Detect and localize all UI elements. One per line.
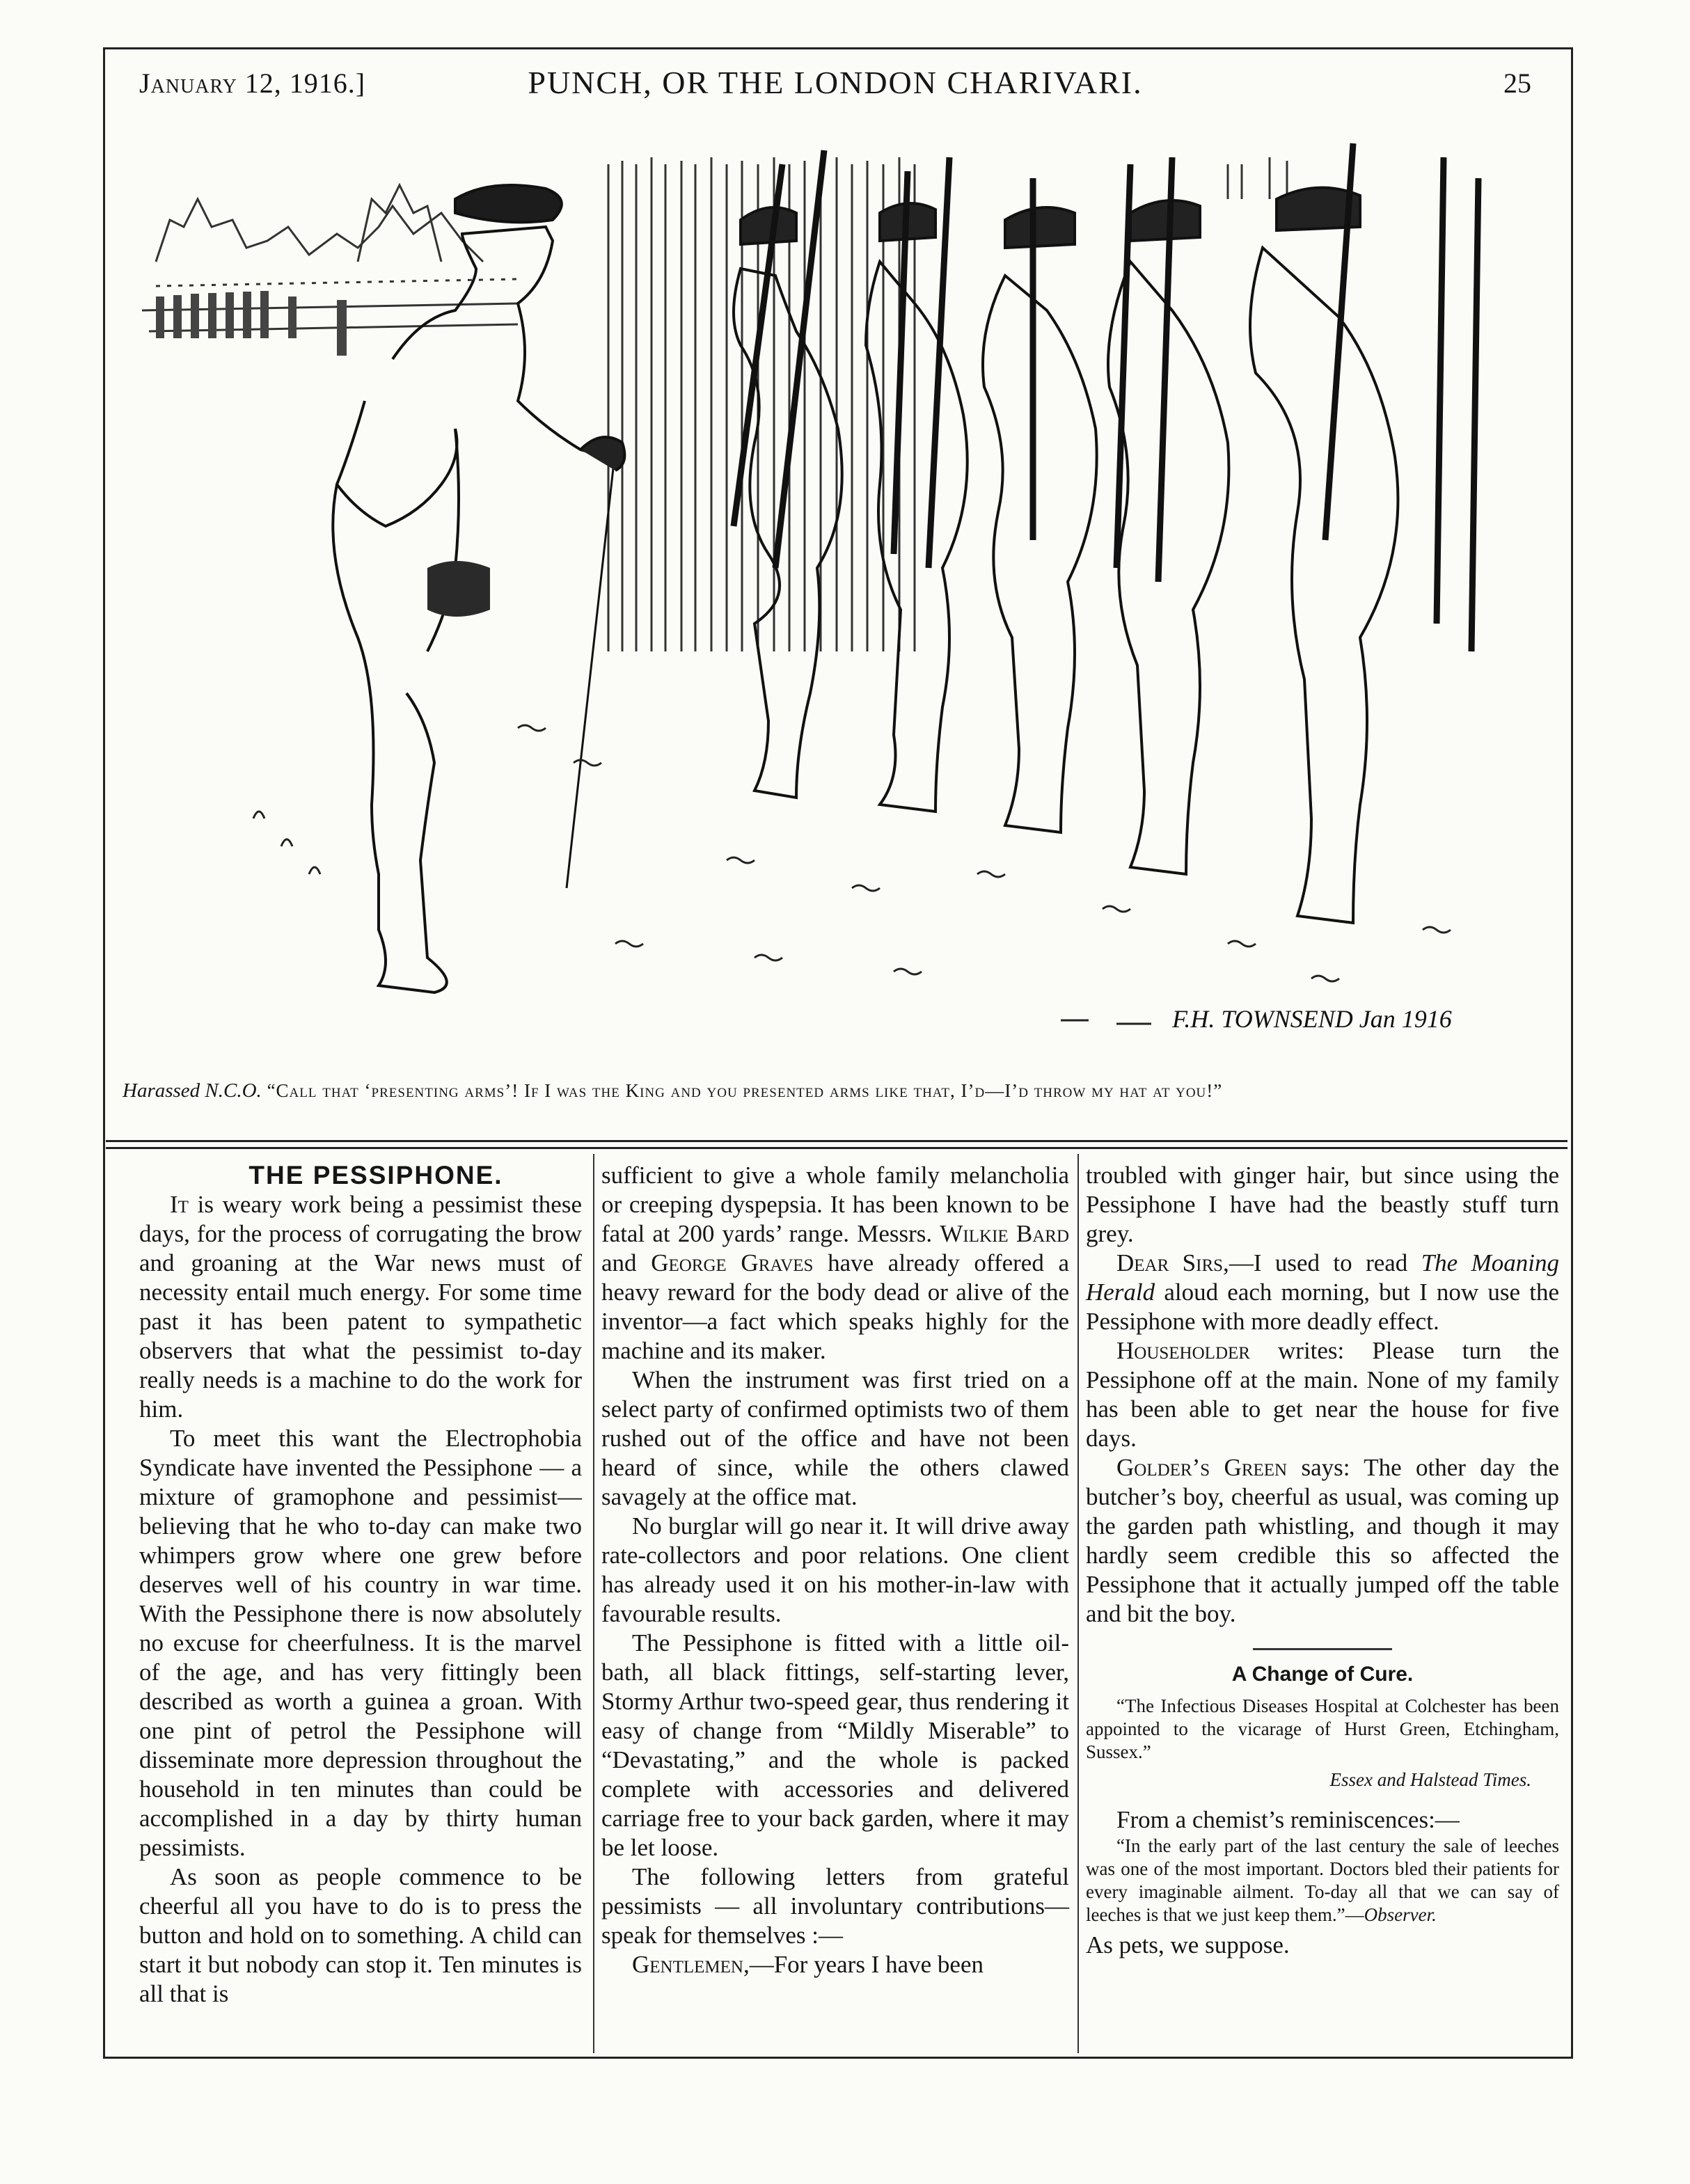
article-title: THE PESSIPHONE. — [248, 1161, 503, 1189]
letter-paragraph: troubled with ginger hair, but since using the Pessiphone I have had the beastly stuff turn grey. — [1086, 1162, 1559, 1247]
paragraph-text: —I used to read — [1229, 1249, 1421, 1276]
letter-author: Householder — [1116, 1337, 1250, 1364]
drop-word: It — [170, 1191, 189, 1218]
letter-paragraph — [1086, 1249, 1559, 1336]
caption-quote: “Call that ‘presenting arms’! If I was the King and you presented arms like that, I’d—I’d throw my hat at you!” — [267, 1080, 1223, 1101]
paragraph-text: aloud each morning, but I now use the Pessiphone with more deadly effect. — [1086, 1279, 1559, 1335]
column-separator-1 — [593, 1154, 594, 2053]
item-quote — [1086, 1835, 1559, 1926]
masthead-title: PUNCH, OR THE LONDON CHARIVARI. — [528, 65, 1143, 100]
quote-source: Observer. — [1364, 1904, 1437, 1925]
artist-signature: F.H. TOWNSEND Jan 1916 — [1172, 1005, 1452, 1033]
issue-date: January 12, 1916.] — [139, 68, 366, 99]
quote-text: “In the early part of the last century the sale of leeches was one of the most important. Doctors bled their patients for every imaginable ailment. To-day all that we can say of leeches is that we just keep them.”— — [1086, 1835, 1559, 1925]
cartoon-caption — [123, 1077, 1551, 1104]
article-paragraph: The following letters from grateful pessimists — all involuntary contributions—speak for themselves :— — [601, 1863, 1069, 1949]
item-source: Essex and Halstead Times. — [1329, 1769, 1531, 1790]
page-header — [104, 61, 1566, 103]
column-separator-2 — [1077, 1154, 1079, 2053]
section-divider-secondary — [106, 1147, 1567, 1149]
conjunction: and — [601, 1249, 651, 1276]
article-paragraph — [601, 1161, 1069, 1366]
item-title: A Change of Cure. — [1231, 1663, 1414, 1686]
section-divider — [106, 1140, 1567, 1142]
article-paragraph: As soon as people commence to be cheerful all you have to do is to press the button and hold on to something. A child can start it but nobody can stop it. Ten minutes is all that is — [139, 1863, 582, 2007]
paragraph-text: have already offered a heavy reward for the body dead or alive of the inventor—a fact which speaks highly for the machine and its maker. — [601, 1249, 1069, 1364]
letter-salutation: Gentlemen, — [632, 1951, 750, 1978]
person-name: George Graves — [651, 1249, 814, 1276]
letter-paragraph — [1086, 1336, 1559, 1453]
article-paragraph: No burglar will go near it. It will drive away rate-collectors and poor relations. One client has already used it on his mother-in-law with favourable results. — [601, 1512, 1069, 1627]
paragraph-text: writes: Please turn the Pessiphone off at the main. None of my family has been able to get near the house for five days. — [1086, 1337, 1559, 1452]
paragraph-text: —For years I have been — [749, 1951, 984, 1978]
cartoon-illustration — [128, 122, 1555, 1069]
article-column-1 — [139, 1161, 582, 2009]
caption-speaker: Harassed N.C.O. — [123, 1079, 262, 1102]
article-paragraph — [139, 1190, 582, 1424]
letter-paragraph — [1086, 1453, 1559, 1629]
page-number: 25 — [1503, 68, 1531, 99]
article-paragraph: The Pessiphone is fitted with a little oil-bath, all black fittings, self-starting lever, Stormy Arthur two-speed gear, thus rendering it easy of change from “Mildly Miserable” to “Devastating,” and the whole is packed complete with accessories and delivered carriage free to your back garden, where it may be let loose. — [601, 1629, 1069, 1861]
article-column-3 — [1086, 1161, 1559, 1960]
paragraph-text: says: The other day the butcher’s boy, cheerful as usual, was coming up the garden path whistling, and though it may hardly seem credible this so affected the Pessiphone that it actually jumped off the table and bit the boy. — [1086, 1454, 1559, 1627]
item-quote: “The Infectious Diseases Hospital at Colchester has been appointed to the vicarage of Hurst Green, Etchingham, Sussex.” — [1086, 1695, 1559, 1762]
letter-paragraph — [601, 1950, 1069, 1979]
article-column-2 — [601, 1161, 1069, 1979]
article-paragraph: To meet this want the Electrophobia Syndicate have invented the Pessiphone — a mixture of gramophone and pessimist—believing that he who to-day can make two whimpers grow where one grew before deserves well of his country in war time. With the Pessiphone there is now absolutely no excuse for cheerfulness. It is the marvel of the age, and has very fittingly been described as worth a guinea a groan. With one pint of petrol the Pessiphone will disseminate more depression throughout the household in ten minutes than could be accomplished in a day by thirty human pessimists. — [139, 1425, 582, 1861]
item-intro: From a chemist’s reminiscences:— — [1116, 1806, 1460, 1833]
item-divider — [1253, 1648, 1392, 1650]
item-comment: As pets, we suppose. — [1086, 1931, 1290, 1959]
person-name: Wilkie Bard — [940, 1220, 1069, 1247]
letter-author: Golder’s Green — [1116, 1454, 1288, 1481]
article-paragraph: When the instrument was first tried on a select party of confirmed optimists two of them rushed out of the office and have not been heard of since, while the others clawed savagely at the office mat. — [601, 1366, 1069, 1510]
paragraph-text: is weary work being a pessimist these days, for the process of corrugating the brow and groaning at the War news must of necessity entail much energy. For some time past it has been patent to sympathetic observers that what the pessimist to-day really needs is a machine to do the work for him. — [139, 1191, 582, 1423]
letter-salutation: Dear Sirs, — [1116, 1249, 1229, 1276]
newspaper-title: The Moaning Herald — [1086, 1249, 1559, 1306]
paragraph-text: sufficient to give a whole family melancholia or creeping dyspepsia. It has been known to be fatal at 200 yards’ range. Messrs. — [601, 1162, 1069, 1247]
